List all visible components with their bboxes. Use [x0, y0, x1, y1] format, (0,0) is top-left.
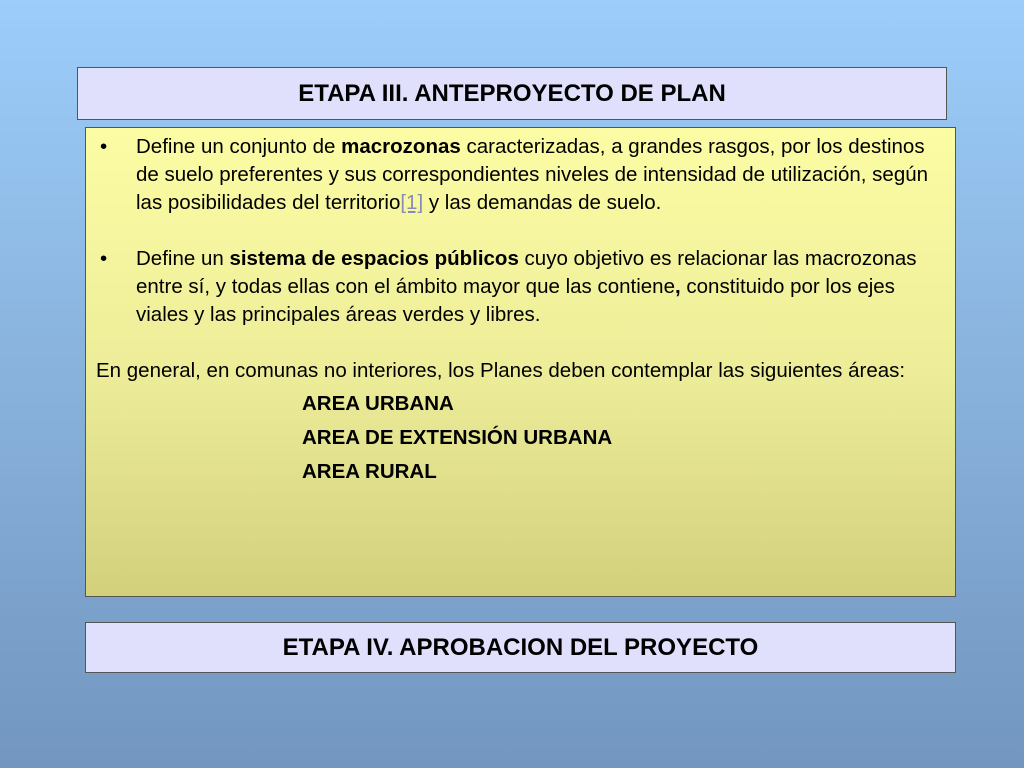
bullet-1-text-post: caracterizadas, a grandes rasgos, por los destinos de suelo preferentes y sus correspondientes niveles de intensidad de utilización, según las posibilidades del territorio: [136, 135, 929, 214]
bullet-1-text-pre: Define un conjunto de: [136, 135, 342, 158]
area-urbana: AREA URBANA: [302, 392, 454, 415]
bullet-2-comma: ,: [675, 275, 681, 298]
stage-3-title-text: ETAPA III. ANTEPROYECTO DE PLAN: [298, 79, 726, 107]
general-paragraph: En general, en comunas no interiores, los Planes deben contemplar las siguientes áreas:: [96, 359, 906, 382]
bullet-macrozonas: [96, 133, 945, 217]
footnote-link[interactable]: [1]: [400, 191, 424, 214]
areas-list: [96, 387, 945, 489]
stage-4-title: [85, 622, 956, 673]
content-panel: [85, 127, 956, 597]
bullet-2-text-end: constituido por los ejes viales y las principales áreas verdes y libres.: [136, 275, 895, 326]
bullet-1-bold: macrozonas: [341, 135, 461, 158]
bullet-espacios-publicos: [96, 245, 945, 329]
bullet-dot: •: [100, 135, 108, 158]
bullet-dot: •: [100, 247, 108, 270]
area-rural: AREA RURAL: [302, 460, 437, 483]
bullet-2-bold: sistema de espacios públicos: [229, 247, 519, 270]
area-extension-urbana: AREA DE EXTENSIÓN URBANA: [302, 426, 613, 449]
bullet-2-text-post: cuyo objetivo es relacionar las macrozonas entre sí, y todas ellas con el ámbito mayor que las contiene: [136, 247, 917, 298]
stage-4-title-text: ETAPA IV. APROBACION DEL PROYECTO: [282, 633, 759, 661]
bullet-1-text-end: y las demandas de suelo.: [423, 191, 662, 214]
stage-3-title: [77, 67, 947, 120]
bullet-2-text-pre: Define un: [136, 247, 230, 270]
